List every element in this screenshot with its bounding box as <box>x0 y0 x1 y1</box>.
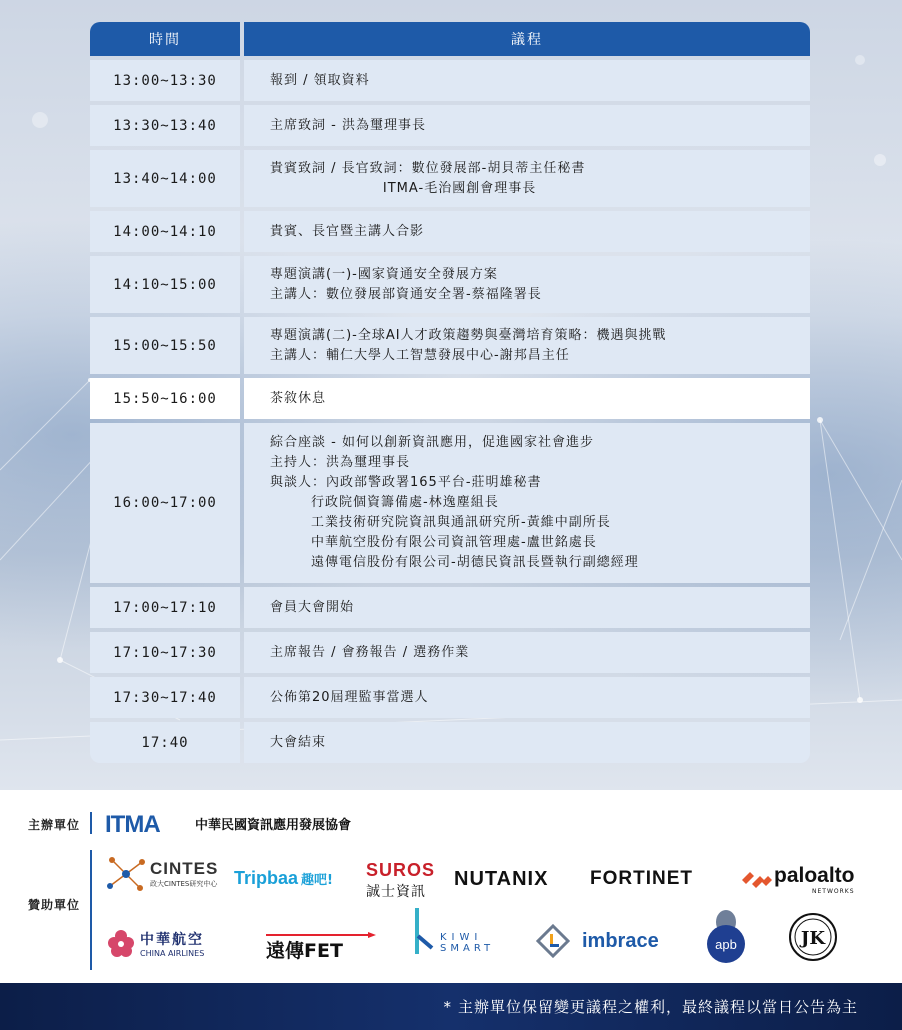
nutanix-name: NUTANIX <box>454 868 549 890</box>
footer-star: * <box>443 997 452 1016</box>
kiwi-sub: SMART <box>440 943 495 954</box>
agenda-row <box>90 677 810 718</box>
agenda-row <box>90 150 810 207</box>
agenda-topic-line: 主講人：輔仁大學人工智慧發展中心-謝邦昌主任 <box>270 347 570 363</box>
footer-note-bar <box>0 983 902 1030</box>
suros-logo <box>366 860 435 901</box>
agenda-topic-line: 行政院個資籌備處-林逸塵組長 <box>270 495 499 510</box>
agenda-topic-line: 專題演講(一)-國家資通安全發展方案 <box>270 266 498 282</box>
agenda-topic-line: 茶敘休息 <box>270 390 327 406</box>
header-topic: 議程 <box>244 22 810 56</box>
paloalto-logo <box>740 864 855 895</box>
suros-name: SUROS <box>366 860 436 880</box>
agenda-topic <box>244 60 810 101</box>
cintes-name: CINTES <box>150 859 219 878</box>
agenda-topic-line: 會員大會開始 <box>270 599 355 615</box>
agenda-topic-line: 主席報告 / 會務報告 / 選務作業 <box>270 644 470 660</box>
tripbaa-name: Tripbaa <box>234 868 299 888</box>
agenda-row <box>90 105 810 146</box>
agenda-time: 13:40~14:00 <box>90 150 240 207</box>
agenda-topic <box>244 423 810 583</box>
agenda-time: 17:40 <box>90 722 240 763</box>
cintes-network-icon <box>104 852 148 896</box>
agenda-topic <box>244 587 810 628</box>
imbrace-diamond-icon <box>536 924 580 958</box>
fortinet-name: FORTINET <box>590 868 693 889</box>
agenda-time: 13:00~13:30 <box>90 60 240 101</box>
china-airlines-logo <box>106 928 204 958</box>
agenda-row <box>90 722 810 763</box>
jk-emblem-icon <box>788 912 838 962</box>
agenda-topic-line: 主講人：數位發展部資通安全署-蔡福隆署長 <box>270 286 542 302</box>
host-divider <box>90 812 92 834</box>
agenda-header <box>90 22 810 56</box>
agenda-topic-line: 貴賓致詞 / 長官致詞：數位發展部-胡貝蒂主任秘書 <box>270 160 586 176</box>
agenda-time: 14:10~15:00 <box>90 256 240 313</box>
agenda-topic-line: ITMA-毛治國創會理事長 <box>270 180 537 196</box>
itma-logo-mark <box>105 812 189 834</box>
agenda-topic-line: 專題演講(二)-全球AI人才政策趨勢與臺灣培育策略：機遇與挑戰 <box>270 327 667 343</box>
imbrace-name: imbrace <box>582 929 659 952</box>
kiwi-k-icon <box>414 908 436 956</box>
agenda-topic <box>244 150 810 207</box>
sponsor-divider <box>90 850 92 970</box>
agenda-topic <box>244 256 810 313</box>
svg-text:ITMA: ITMA <box>105 812 160 834</box>
fortinet-logo <box>590 868 693 890</box>
agenda-topic-line: 遠傳電信股份有限公司-胡德民資訊長暨執行副總經理 <box>270 555 639 570</box>
jk-logo <box>788 912 838 962</box>
sponsor-label: 贊助單位 <box>28 898 81 912</box>
agenda-table <box>90 22 810 767</box>
cintes-logo <box>104 852 218 896</box>
agenda-row <box>90 632 810 673</box>
agenda-time: 15:00~15:50 <box>90 317 240 374</box>
agenda-topic-line: 報到 / 領取資料 <box>270 72 370 88</box>
fet-logo <box>266 932 384 960</box>
agenda-topic-line: 大會結束 <box>270 734 327 750</box>
agenda-row <box>90 256 810 313</box>
agenda-topic <box>244 211 810 252</box>
agenda-time: 15:50~16:00 <box>90 378 240 419</box>
header-time: 時間 <box>90 22 240 56</box>
tripbaa-logo <box>234 868 333 889</box>
agenda-time: 17:10~17:30 <box>90 632 240 673</box>
agenda-row <box>90 317 810 374</box>
agenda-topic <box>244 722 810 763</box>
kiwi-name: KIWI <box>440 932 483 943</box>
agenda-topic <box>244 632 810 673</box>
svg-text:JK: JK <box>800 928 826 949</box>
host-name: 中華民國資訊應用發展協會 <box>195 817 352 833</box>
apb-logo <box>704 908 748 964</box>
paloalto-sub: NETWORKS <box>812 888 855 895</box>
agenda-time: 17:30~17:40 <box>90 677 240 718</box>
agenda-topic-line: 與談人：內政部警政署165平台-莊明雄秘書 <box>270 475 542 490</box>
paloalto-name: paloalto <box>774 864 855 887</box>
agenda-topic-line: 貴賓、長官暨主講人合影 <box>270 223 425 239</box>
agenda-topic-line: 綜合座談 - 如何以創新資訊應用，促進國家社會進步 <box>270 435 594 450</box>
agenda-topic <box>244 677 810 718</box>
tripbaa-sub: 趣吧! <box>301 873 333 888</box>
agenda-time: 16:00~17:00 <box>90 423 240 583</box>
agenda-row <box>90 423 810 583</box>
agenda-rows <box>90 60 810 763</box>
agenda-topic-line: 中華航空股份有限公司資訊管理處-盧世銘處長 <box>270 535 597 550</box>
fet-mark <box>266 932 384 960</box>
agenda-topic-line: 主席致詞 - 洪為璽理事長 <box>270 117 426 133</box>
plum-blossom-icon <box>106 928 136 958</box>
suros-sub: 誠士資訊 <box>366 884 426 900</box>
china-airlines-sub: CHINA AIRLINES <box>140 948 205 958</box>
agenda-row <box>90 378 810 419</box>
kiwi-smart-logo <box>414 908 494 956</box>
imbrace-logo <box>536 924 659 958</box>
china-airlines-name: 中華航空 <box>140 931 204 948</box>
agenda-topic-line: 工業技術研究院資訊與通訊研究所-黃維中副所長 <box>270 515 611 530</box>
agenda-row <box>90 587 810 628</box>
agenda-time: 14:00~14:10 <box>90 211 240 252</box>
agenda-time: 17:00~17:10 <box>90 587 240 628</box>
svg-text:apb: apb <box>715 937 737 952</box>
paloalto-chevron-icon <box>740 868 774 892</box>
agenda-row <box>90 211 810 252</box>
apb-emblem-icon <box>704 908 748 964</box>
nutanix-logo <box>454 868 548 891</box>
agenda-time: 13:30~13:40 <box>90 105 240 146</box>
host-label: 主辦單位 <box>28 818 81 832</box>
agenda-topic <box>244 105 810 146</box>
itma-logo <box>105 812 351 834</box>
agenda-topic-line: 公佈第20屆理監事當選人 <box>270 689 429 705</box>
svg-text:遠傳FET: 遠傳FET <box>266 940 343 960</box>
footer-note: 主辦單位保留變更議程之權利，最終議程以當日公告為主 <box>457 998 858 1016</box>
organizers-section <box>0 790 902 983</box>
agenda-topic-line: 主持人：洪為璽理事長 <box>270 455 411 470</box>
agenda-topic <box>244 378 810 419</box>
cintes-sub: 政大CINTES研究中心 <box>150 880 218 888</box>
agenda-row <box>90 60 810 101</box>
agenda-topic <box>244 317 810 374</box>
